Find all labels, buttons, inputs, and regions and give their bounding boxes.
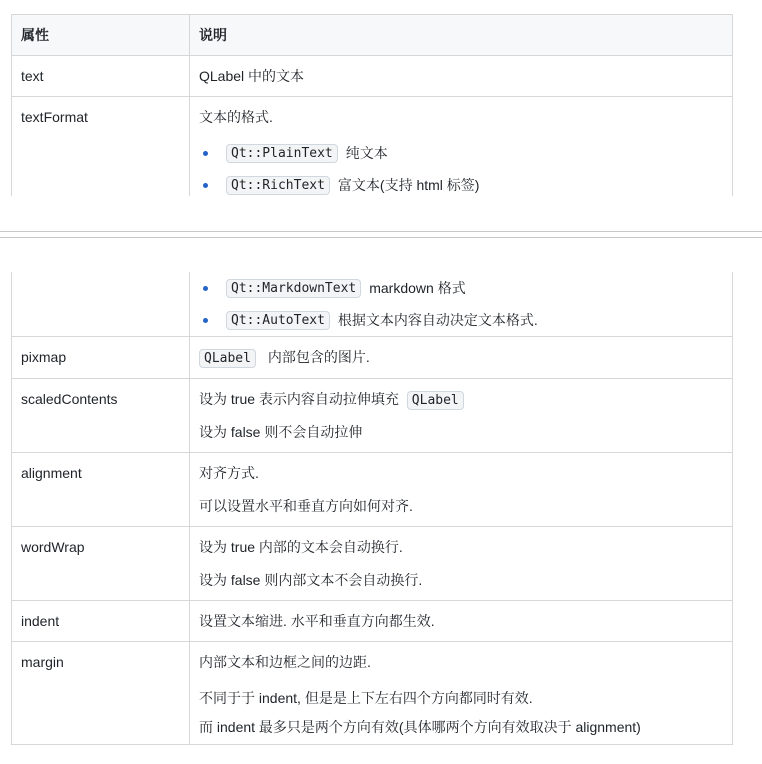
desc-wordwrap-line1: 设为 true 内部的文本会自动换行. (199, 539, 403, 555)
desc-textformat-cont (190, 272, 732, 336)
properties-table-part1 (11, 14, 733, 196)
prop-alignment-cell (12, 453, 190, 526)
bullet-text: 富文本(支持 html 标签) (337, 177, 480, 193)
desc-pixmap-text: 内部包含的图片. (267, 349, 370, 365)
table-row-margin (12, 642, 732, 745)
prop-indent: indent (12, 601, 190, 641)
bullet-text: 根据文本内容自动决定文本格式. (337, 312, 538, 328)
desc-wordwrap (190, 527, 732, 600)
table-row-text (12, 56, 732, 97)
desc-alignment-line1: 对齐方式. (199, 465, 259, 481)
table-row-pixmap (12, 337, 732, 379)
table-row-wordwrap (12, 527, 732, 601)
prop-textformat-label: textFormat (21, 109, 88, 125)
table-row-indent (12, 601, 732, 642)
list-item (199, 272, 732, 304)
table-row-textformat (12, 97, 732, 196)
page-separator-bottom (0, 237, 762, 238)
table-row-alignment (12, 453, 732, 527)
code-qlabel: QLabel (407, 391, 464, 410)
desc-alignment-line2: 可以设置水平和垂直方向如何对齐. (199, 498, 413, 514)
desc-scaledcontents-line1 (199, 379, 732, 419)
prop-wordwrap-cell (12, 527, 190, 600)
code-markdowntext: Qt::MarkdownText (226, 279, 361, 298)
desc-text: QLabel 中的文本 (199, 68, 305, 84)
desc-scaledcontents-line2: 设为 false 则不会自动拉伸 (199, 424, 363, 440)
header-property: 属性 (12, 15, 190, 55)
table-header-row (12, 15, 732, 56)
desc-textformat (190, 97, 732, 196)
code-autotext: Qt::AutoText (226, 311, 330, 330)
prop-margin-cell (12, 642, 190, 744)
desc-text: 设为 true 表示内容自动拉伸填充 (199, 391, 399, 407)
bullet-dot (203, 183, 208, 188)
desc-margin (190, 642, 732, 744)
prop-empty (12, 272, 190, 336)
desc-wordwrap-line2: 设为 false 则内部文本不会自动换行. (199, 572, 423, 588)
desc-alignment (190, 453, 732, 526)
bullet-text: 纯文本 (345, 145, 388, 161)
desc-margin-line3: 而 indent 最多只是两个方向有效(具体哪两个方向有效取决于 alignment) (199, 719, 641, 735)
properties-table-part2 (11, 272, 733, 745)
prop-alignment: alignment (21, 465, 82, 481)
prop-text: text (12, 56, 190, 96)
list-item (199, 137, 732, 169)
prop-textformat (12, 97, 190, 196)
desc-margin-line1: 内部文本和边框之间的边距. (199, 654, 371, 670)
desc-scaledcontents (190, 379, 732, 452)
desc-pixmap (190, 337, 732, 378)
list-item (199, 304, 732, 336)
bullet-dot (203, 151, 208, 156)
prop-wordwrap: wordWrap (21, 539, 85, 555)
bullet-dot (203, 318, 208, 323)
code-qlabel: QLabel (199, 349, 256, 368)
page-separator-top (0, 231, 762, 232)
desc-indent: 设置文本缩进. 水平和垂直方向都生效. (199, 613, 435, 629)
prop-margin: margin (21, 654, 64, 670)
list-item (199, 169, 732, 201)
code-richtext: Qt::RichText (226, 176, 330, 195)
bullet-text: markdown 格式 (369, 280, 466, 296)
table-row-scaledcontents (12, 379, 732, 453)
desc-textformat-intro: 文本的格式. (199, 109, 273, 125)
header-description: 说明 (199, 27, 227, 43)
prop-scaledcontents-cell (12, 379, 190, 452)
table-row-textformat-cont (12, 272, 732, 337)
desc-margin-line2: 不同于于 indent, 但是是上下左右四个方向都同时有效. (199, 690, 533, 706)
prop-pixmap: pixmap (12, 337, 190, 378)
prop-scaledcontents: scaledContents (21, 391, 118, 407)
bullet-dot (203, 286, 208, 291)
code-plaintext: Qt::PlainText (226, 144, 338, 163)
